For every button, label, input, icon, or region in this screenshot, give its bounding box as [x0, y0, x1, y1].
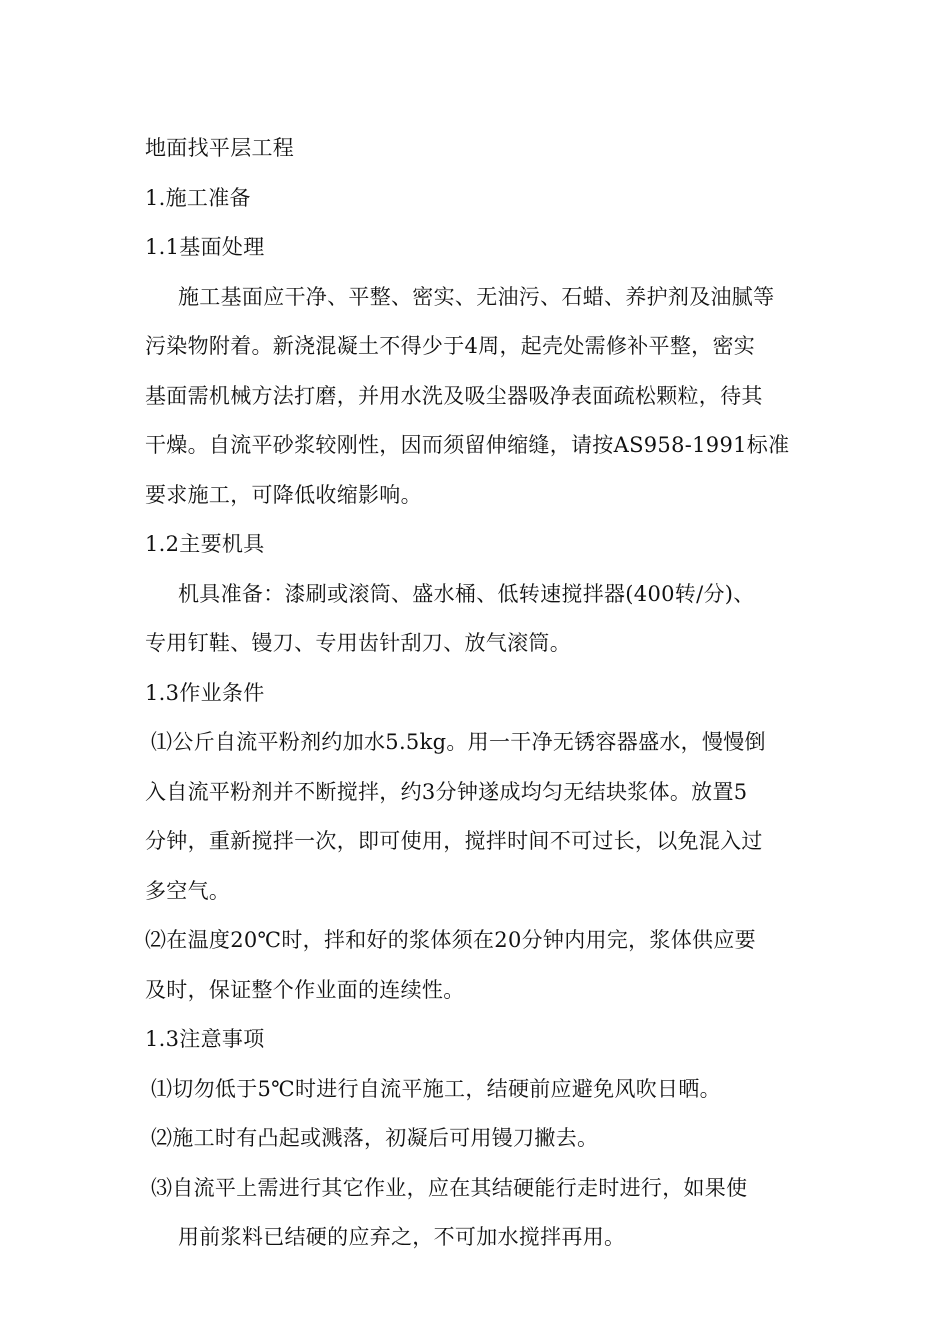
- list-item-line: 入自流平粉剂并不断搅拌，约3分钟遂成均匀无结块浆体。放置5: [145, 779, 748, 804]
- list-item-line: ⑴公斤自流平粉剂约加水5.5kg。用一干净无锈容器盛水，慢慢倒: [151, 730, 766, 754]
- paragraph-line: 基面需机械方法打磨，并用水洗及吸尘器吸净表面疏松颗粒，待其: [145, 383, 763, 408]
- subsection-heading-1-3: 1.3作业条件: [145, 680, 265, 705]
- document-body: [145, 124, 810, 1263]
- subsection-heading-1-2: 1.2主要机具: [145, 532, 265, 556]
- paragraph-line: 机具准备：漆刷或滚筒、盛水桶、低转速搅拌器(400转/分)、: [178, 581, 755, 606]
- list-item-line: 用前浆料已结硬的应弃之，不可加水搅拌再用。: [178, 1225, 626, 1249]
- list-item-line: ⑵在温度20℃时，拌和好的浆体须在20分钟内用完，浆体供应要: [145, 928, 756, 952]
- paragraph-line: 施工基面应干净、平整、密实、无油污、石蜡、养护剂及油腻等: [178, 284, 775, 309]
- paragraph-line: 干燥。自流平砂浆较刚性，因而须留伸缩缝，请按AS958-1991标准: [145, 433, 790, 457]
- list-item-line: 分钟，重新搅拌一次，即可使用，搅拌时间不可过长，以免混入过: [145, 829, 763, 853]
- subsection-heading-1-1: 1.1基面处理: [145, 235, 265, 259]
- list-item-line: 及时，保证整个作业面的连续性。: [145, 977, 465, 1002]
- list-item-line: ⑴切勿低于5℃时进行自流平施工，结硬前应避免风吹日晒。: [151, 1076, 721, 1101]
- paragraph-line: 污染物附着。新浇混凝土不得少于4周，起壳处需修补平整，密实: [145, 334, 756, 358]
- paragraph-line: 专用钉鞋、镘刀、专用齿针刮刀、放气滚筒。: [145, 631, 571, 655]
- list-item-line: ⑵施工时有凸起或溅落，初凝后可用镘刀撇去。: [151, 1126, 599, 1150]
- paragraph-line: 要求施工，可降低收缩影响。: [145, 482, 422, 507]
- subsection-heading-notes: 1.3注意事项: [145, 1027, 265, 1051]
- list-item-line: ⑶自流平上需进行其它作业，应在其结硬能行走时进行，如果使: [151, 1175, 748, 1200]
- document-title: 地面找平层工程: [145, 136, 295, 160]
- section-heading-1: 1.施工准备: [145, 185, 251, 210]
- list-item-line: 多空气。: [145, 878, 231, 903]
